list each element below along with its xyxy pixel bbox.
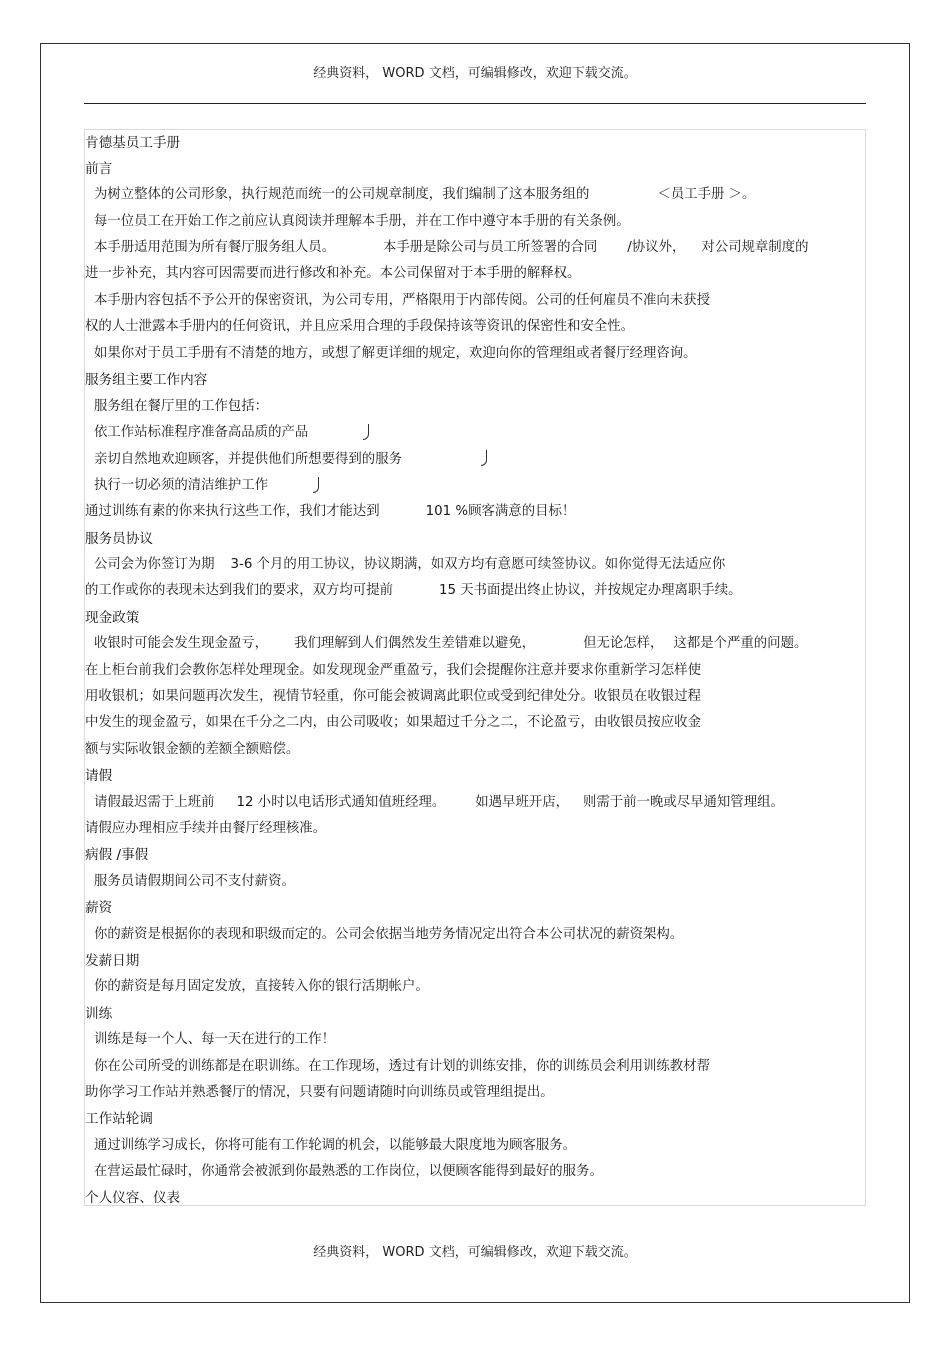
section-heading-appearance: 个人仪容、仪表 (85, 1190, 181, 1206)
leave-line-2: 请假应办理相应手续并由餐厅经理核准。 (85, 821, 327, 836)
text: 为树立整体的公司形象，执行规范而统一的公司规章制度，我们编制了这本服务组的 (94, 187, 590, 202)
text: 对公司规章制度的 (701, 240, 809, 255)
work-intro: 服务组在餐厅里的工作包括： (94, 399, 269, 414)
text: 如遇早班开店， (475, 795, 570, 810)
text: ＜员工手册 ＞。 (657, 187, 756, 202)
section-heading-cash: 现金政策 (85, 610, 140, 626)
pay-line: 你的薪资是根据你的表现和职级而定的。公司会依据当地劳务情况定出符合本公司状况的薪资架构。 (94, 927, 684, 942)
payday-line: 你的薪资是每月固定发放，直接转入你的银行活期帐户。 (94, 979, 429, 994)
check-mark-icon (313, 477, 319, 493)
work-item-2: 亲切自然地欢迎顾客，并提供他们所想要得到的服务 (94, 452, 402, 467)
text: 我们理解到人们偶然发生差错难以避免， (294, 636, 536, 651)
text: 但无论怎样， (583, 636, 664, 651)
text: 这都是个严重的问题。 (673, 636, 808, 651)
section-heading-payday: 发薪日期 (85, 953, 140, 969)
paragraph-confidential: 本手册内容包括不予公开的保密资讯，为公司专用，严格限用于内部传阅。公司的任何雇员不准向未获授 (94, 293, 710, 308)
work-goal (85, 500, 575, 524)
work-item-3: 执行一切必须的清洁维护工作 (94, 478, 269, 493)
section-heading-rotation: 工作站轮调 (85, 1111, 153, 1127)
section-heading-intro: 前言 (85, 161, 113, 177)
text: 本手册适用范围为所有餐厅服务组人员。 (94, 240, 336, 255)
text: 请假最迟需于上班前 (94, 795, 215, 810)
paragraph-questions: 如果你对于员工手册有不清楚的地方，或想了解更详细的规定，欢迎向你的管理组或者餐厅经理咨询。 (94, 346, 697, 361)
text: 12 小时以电话形式通知值班经理。 (236, 795, 446, 810)
doc-title: 肯德基员工手册 (85, 135, 181, 151)
check-mark-icon (481, 450, 487, 466)
section-heading-sick-leave: 病假 /事假 (85, 847, 149, 863)
training-line-2: 你在公司所受的训练都是在职训练。在工作现场，透过有计划的训练安排，你的训练员会利用训练教材帮 (94, 1059, 710, 1074)
paragraph-scope-cont: 进一步补充，其内容可因需要而进行修改和补充。本公司保留对于本手册的解释权。 (85, 266, 581, 281)
text: 通过训练有素的你来执行这些工作，我们才能达到 (85, 504, 380, 519)
training-line-1: 训练是每一个人、每一天在进行的工作！ (94, 1032, 336, 1047)
text: 的工作或你的表现未达到我们的要求，双方均可提前 (85, 583, 393, 598)
rotation-line-1: 通过训练学习成长，你将可能有工作轮调的机会，以能够最大限度地为顾客服务。 (94, 1138, 577, 1153)
work-item-1: 依工作站标准程序准备高品质的产品 (94, 425, 309, 440)
paragraph-confidential-cont: 权的人士泄露本手册内的任何资讯，并且应采用合理的手段保持该等资讯的保密性和安全性。 (85, 319, 635, 334)
check-mark-icon (363, 424, 369, 440)
paragraph-purpose (94, 183, 755, 207)
text: 3-6 个月的用工协议，协议期满，如双方均有意愿可续签协议。如你觉得无法适应你 (230, 557, 726, 572)
page-header: 经典资料， WORD 文档，可编辑修改，欢迎下载交流。 (313, 66, 637, 81)
section-heading-leave: 请假 (85, 768, 113, 784)
section-heading-work: 服务组主要工作内容 (85, 372, 208, 388)
section-heading-training: 训练 (85, 1006, 113, 1022)
header-rule (84, 103, 866, 104)
text: 公司会为你签订为期 (94, 557, 215, 572)
text: /协议外， (627, 240, 686, 255)
text: 15 天书面提出终止协议，并按规定办理离职手续。 (438, 583, 742, 598)
text: 本手册是除公司与员工所签署的合同 (383, 240, 598, 255)
cash-line-3: 用收银机；如果问题再次发生，视情节轻重，你可能会被调离此职位或受到纪律处分。收银员在收银过程 (85, 689, 701, 704)
cash-line-2: 在上柜台前我们会教你怎样处理现金。如发现现金严重盈亏，我们会提醒你注意并要求你重新学习怎样使 (85, 663, 701, 678)
text: 101 %顾客满意的目标！ (425, 504, 576, 519)
training-line-3: 助你学习工作站并熟悉餐厅的情况，只要有问题请随时向训练员或管理组提出。 (85, 1085, 554, 1100)
text: 收银时可能会发生现金盈亏， (94, 636, 269, 651)
paragraph-read-manual: 每一位员工在开始工作之前应认真阅读并理解本手册，并在工作中遵守本手册的有关条例。 (94, 214, 630, 229)
document-body (84, 129, 866, 1206)
sick-leave-line: 服务员请假期间公司不支付薪资。 (94, 874, 295, 889)
cash-line-4: 中发生的现金盈亏，如果在千分之二内，由公司吸收；如果超过千分之二，不论盈亏，由收银员按应收金 (85, 715, 701, 730)
rotation-line-2: 在营运最忙碌时，你通常会被派到你最熟悉的工作岗位，以便顾客能得到最好的服务。 (94, 1164, 603, 1179)
page-footer: 经典资料， WORD 文档，可编辑修改，欢迎下载交流。 (313, 1245, 637, 1260)
section-heading-agreement: 服务员协议 (85, 531, 153, 547)
leave-line-1 (94, 791, 784, 815)
agreement-line-1 (94, 553, 725, 577)
cash-line-1 (94, 632, 807, 656)
paragraph-scope (94, 236, 808, 260)
cash-line-5: 额与实际收银金额的差额全额赔偿。 (85, 742, 300, 757)
text: 则需于前一晚或尽早通知管理组。 (583, 795, 784, 810)
section-heading-pay: 薪资 (85, 900, 113, 916)
agreement-line-2 (85, 579, 741, 603)
